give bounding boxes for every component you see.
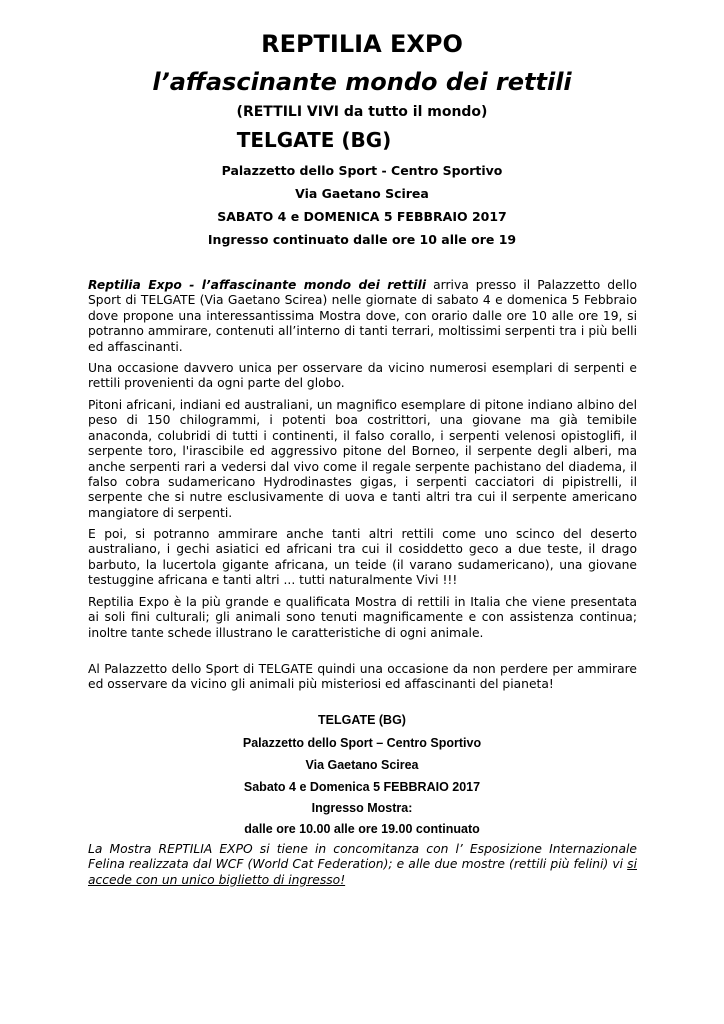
concomitance-note	[88, 842, 637, 888]
event-subtitle: l’affascinante mondo dei rettili	[152, 68, 572, 96]
note-underlined: si accede con un unico biglietto di ingresso!	[88, 857, 637, 887]
footer-city: TELGATE (BG)	[318, 713, 406, 727]
paragraph-closing: Al Palazzetto dello Sport di TELGATE quindi una occasione da non perdere per ammirare ed osservare da vicino gli animali più misteriosi ed affascinanti del pianeta!	[88, 662, 637, 692]
event-tagline: (RETTILI VIVI da tutto il mondo)	[236, 104, 488, 120]
note-text: La Mostra REPTILIA EXPO si tiene in concomitanza con l’ Esposizione Internazionale Felina realizzata dal WCF (World Cat Federation); e alle due mostre (rettili più felini) vi	[88, 842, 637, 872]
paragraph-intro	[88, 278, 637, 355]
event-venue: Palazzetto dello Sport - Centro Sportivo	[221, 163, 503, 178]
footer-dates: Sabato 4 e Domenica 5 FEBBRAIO 2017	[243, 780, 481, 794]
footer-venue: Palazzetto dello Sport – Centro Sportivo	[242, 736, 482, 750]
footer-street: Via Gaetano Scirea	[305, 758, 419, 772]
event-hours: Ingresso continuato dalle ore 10 alle ore 19	[207, 232, 517, 247]
paragraph-reptiles: E poi, si potranno ammirare anche tanti altri rettili come uno scinco del deserto australiano, i gechi asiatici ed africani tra cui il cosiddetto geco a due teste, il drago barbuto, la lucertola gigante africana, un teide (il varano sudamericano), una giovane testuggine africana e tanti altri ... tutti naturalmente Vivi !!!	[88, 527, 637, 588]
paragraph-occasion: Una occasione davvero unica per osservare da vicino numerosi esemplari di serpenti e rettili provenienti da ogni parte del globo.	[88, 361, 637, 391]
intro-lead: Reptilia Expo - l’affascinante mondo dei rettili	[88, 278, 427, 292]
intro-text: arriva presso il Palazzetto dello Sport di TELGATE (Via Gaetano Scirea) nelle giornate di sabato 4 e domenica 5 Febbraio dove propone una interessantissima Mostra dove, con orario dalle ore 10 alle ore 19, si potranno ammirare, contenuti all’interno di tanti terrari, moltissimi serpenti tra i più belli ed affascinanti.	[88, 278, 637, 354]
paragraph-snakes: Pitoni africani, indiani ed australiani, un magnifico esemplare di pitone indiano albino del peso di 150 chilogrammi, i potenti boa costrittori, una giovane ma già temibile anaconda, colubridi di tutti i continenti, il falso corallo, i serpenti velenosi opistoglifi, il serpente toro, l'irascibile ed aggressivo pitone del Borneo, il serpente degli alberi, ma anche serpenti rari a vedersi dal vivo come il regale serpente pachistano del diadema, il falso cobra sudamericano Hydrodinastes gigas, i serpenti cacciatori di pipistrelli, il serpente che si nutre esclusivamente di uova e tanti altri tra cui il serpente americano mangiatore di serpenti.	[88, 398, 637, 520]
event-street: Via Gaetano Scirea	[295, 186, 429, 201]
event-dates: SABATO 4 e DOMENICA 5 FEBBRAIO 2017	[217, 209, 507, 224]
footer-entry-hours: dalle ore 10.00 alle ore 19.00 continuato	[244, 822, 480, 836]
paragraph-exhibition: Reptilia Expo è la più grande e qualificata Mostra di rettili in Italia che viene presentata ai soli fini culturali; gli animali sono tenuti magnificamente e con assistenza continua; inoltre tante schede illustrano le caratteristiche di ogni animale.	[88, 595, 637, 640]
footer-entry-label: Ingresso Mostra:	[311, 801, 413, 815]
event-title: REPTILIA EXPO	[261, 30, 463, 58]
event-city: TELGATE (BG)	[236, 128, 392, 152]
